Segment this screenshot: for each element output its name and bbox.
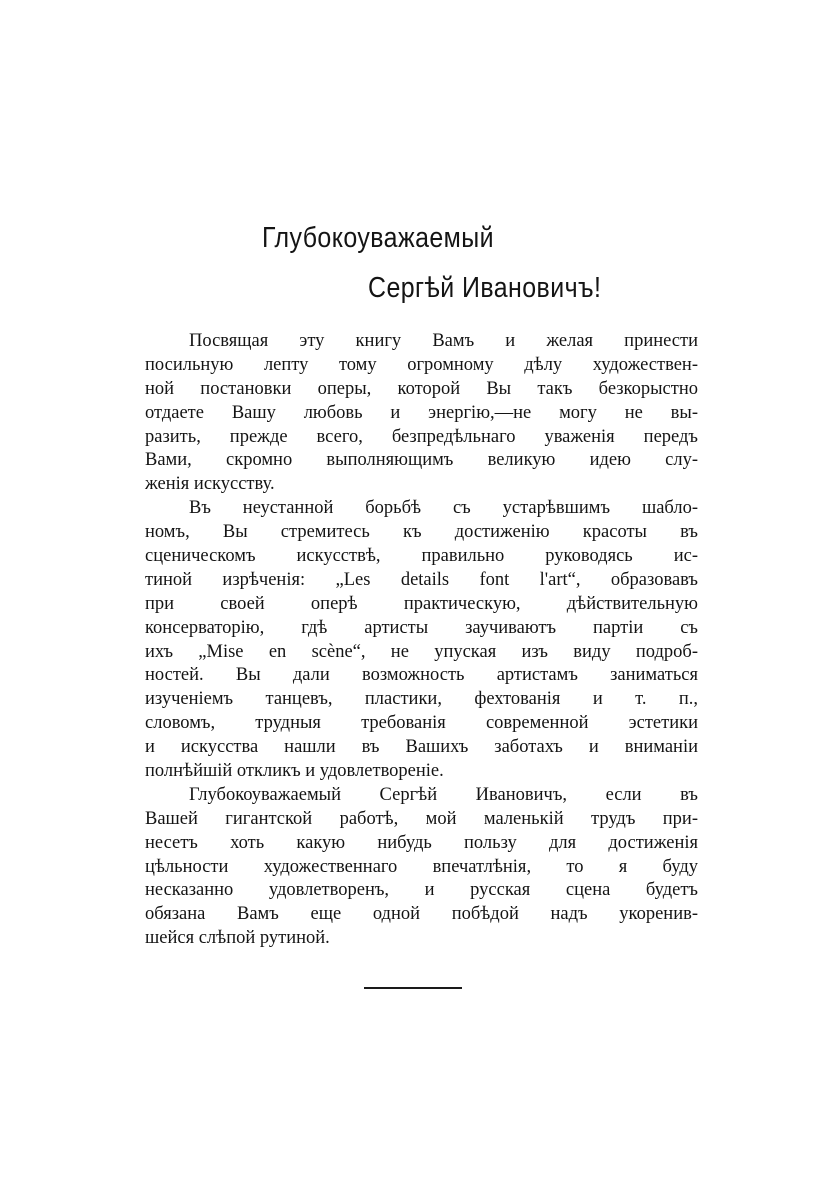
text-line: сценическомъ искусствѣ, правильно руководясь ис- — [145, 546, 698, 567]
dedication-salutation: Глубокоуважаемый — [262, 222, 494, 254]
text-line: Глубокоуважаемый Сергѣй Ивановичъ, если въ — [189, 784, 698, 805]
text-line: несказанно удовлетворенъ, и русская сцена будетъ — [145, 880, 698, 901]
text-line: словомъ, трудныя требованія современной эстетики — [145, 713, 698, 734]
text-line: цѣльности художественнаго впечатлѣнія, то я буду — [145, 856, 698, 877]
text-line: номъ, Вы стремитесь къ достиженію красоты въ — [145, 522, 698, 543]
text-line: полнѣйшій откликъ и удовлетвореніе. — [145, 761, 444, 782]
paragraph — [145, 784, 698, 951]
text-line: при своей оперѣ практическую, дѣйствительную — [145, 593, 698, 614]
text-line: и искусства нашли въ Вашихъ заботахъ и вниманіи — [145, 737, 698, 758]
text-line: женія искусству. — [145, 474, 275, 495]
dedication-text — [145, 330, 698, 951]
text-line: несетъ хоть какую нибудь пользу для достиженія — [145, 832, 698, 853]
text-line: консерваторію, гдѣ артисты заучиваютъ партіи съ — [145, 617, 698, 638]
text-line: изученіемъ танцевъ, пластики, фехтованія и т. п., — [145, 689, 698, 710]
text-line: ной постановки оперы, которой Вы такъ безкорыстно — [145, 378, 698, 399]
paragraph — [145, 497, 698, 784]
text-line: обязана Вамъ еще одной побѣдой надъ укоренив- — [145, 904, 698, 925]
dedication-addressee: Сергѣй Ивановичъ! — [368, 272, 602, 304]
text-line: отдаете Вашу любовь и энергію,—не могу не вы- — [145, 402, 698, 423]
text-line: ностей. Вы дали возможность артистамъ заниматься — [145, 665, 698, 686]
text-line: Посвящая эту книгу Вамъ и желая принести — [189, 331, 698, 351]
paragraph — [145, 330, 698, 497]
text-line: ихъ „Mise en scène“, не упуская изъ виду подроб- — [145, 641, 698, 662]
text-line: Въ неустанной борьбѣ съ устарѣвшимъ шабло- — [189, 498, 698, 519]
text-line: посильную лепту тому огромному дѣлу художествен- — [145, 354, 698, 375]
text-line: разить, прежде всего, безпредѣльнаго уваженія передъ — [145, 426, 698, 447]
text-line: Вами, скромно выполняющимъ великую идею слу- — [145, 450, 698, 471]
text-line: шейся слѣпой рутиной. — [145, 928, 330, 949]
closing-divider — [364, 987, 462, 989]
text-line: тиной изрѣченія: „Les details font l'art“, образовавъ — [145, 569, 698, 590]
text-line: Вашей гигантской работѣ, мой маленькій трудъ при- — [145, 808, 698, 829]
